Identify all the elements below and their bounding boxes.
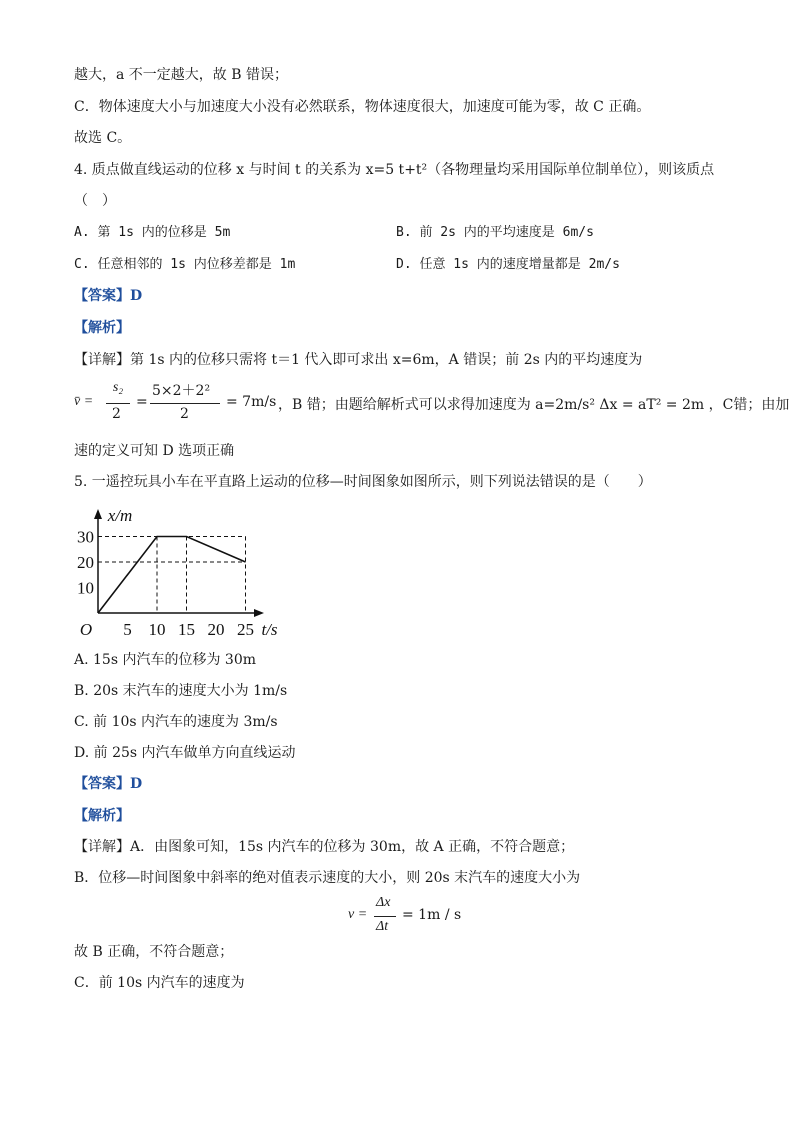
question-5-analysis: 【解析】 <box>74 808 130 824</box>
x-axis-label: t/s <box>261 620 278 639</box>
series-line <box>98 537 246 614</box>
x-tick-10: 10 <box>148 620 166 639</box>
question-4-option-b: B. 前 2s 内的平均速度是 6m/s <box>396 225 594 240</box>
question-5-option-c: C. 前 10s 内汽车的速度为 3m/s <box>74 714 278 730</box>
question-5-stem: 5. 一遥控玩具小车在平直路上运动的位移—时间图象如图所示，则下列说法错误的是（ ） <box>74 474 652 490</box>
text-top-3: 故选 C。 <box>74 130 132 146</box>
x-tick-15: 15 <box>178 620 195 639</box>
question-4-answer: 【答案】D <box>74 288 143 304</box>
y-tick-20: 20 <box>77 553 94 572</box>
question-4-option-c: C. 任意相邻的 1s 内位移差都是 1m <box>74 257 296 272</box>
y-axis-arrow <box>94 509 102 519</box>
question-5-detail-b: B．位移—时间图象中斜率的绝对值表示速度的大小，则 20s 末汽车的速度大小为 <box>74 870 581 886</box>
x-tick-5: 5 <box>123 620 132 639</box>
question-4-conclusion: 速的定义可知 D 选项正确 <box>74 443 235 459</box>
text-top-1: 越大，a 不一定越大，故 B 错误； <box>74 67 288 83</box>
xt-graph <box>70 505 290 640</box>
question-4-paren: （ ） <box>74 193 116 209</box>
question-5-option-b: B. 20s 末汽车的速度大小为 1m/s <box>74 683 288 699</box>
question-4-stem: 4. 质点做直线运动的位移 x 与时间 t 的关系为 x=5 t+t²（各物理量均采用国际单位制单位），则该质点 <box>74 162 715 178</box>
question-4-detail: 【详解】第 1s 内的位移只需将 t＝1 代入即可求出 x=6m，A 错误；前 2s 内的平均速度为 <box>74 352 643 368</box>
question-4-option-d: D. 任意 1s 内的速度增量都是 2m/s <box>396 257 620 272</box>
question-5-detail-c: C．前 10s 内汽车的速度为 <box>74 975 245 991</box>
x-tick-20: 20 <box>207 620 225 639</box>
question-5-answer: 【答案】D <box>74 776 143 792</box>
origin-label: O <box>79 620 93 639</box>
y-tick-10: 10 <box>77 578 94 598</box>
y-tick-30: 30 <box>77 527 94 547</box>
question-4-option-a: A. 第 1s 内的位移是 5m <box>74 225 231 240</box>
y-axis-label: x/m <box>107 506 133 525</box>
question-5-b-correct: 故 B 正确，不符合题意； <box>74 944 234 960</box>
x-tick-25: 25 <box>237 620 254 639</box>
x-axis-arrow <box>254 609 264 617</box>
question-4-analysis: 【解析】 <box>74 320 130 336</box>
question-5-option-a: A. 15s 内汽车的位移为 30m <box>74 652 256 668</box>
question-5-option-d: D. 前 25s 内汽车做单方向直线运动 <box>74 745 296 761</box>
text-top-2: C．物体速度大小与加速度大小没有必然联系，物体速度很大，加速度可能为零，故 C 正确。 <box>74 99 651 115</box>
question-5-detail-a: 【详解】A．由图象可知，15s 内汽车的位移为 30m，故 A 正确，不符合题意； <box>74 839 575 855</box>
